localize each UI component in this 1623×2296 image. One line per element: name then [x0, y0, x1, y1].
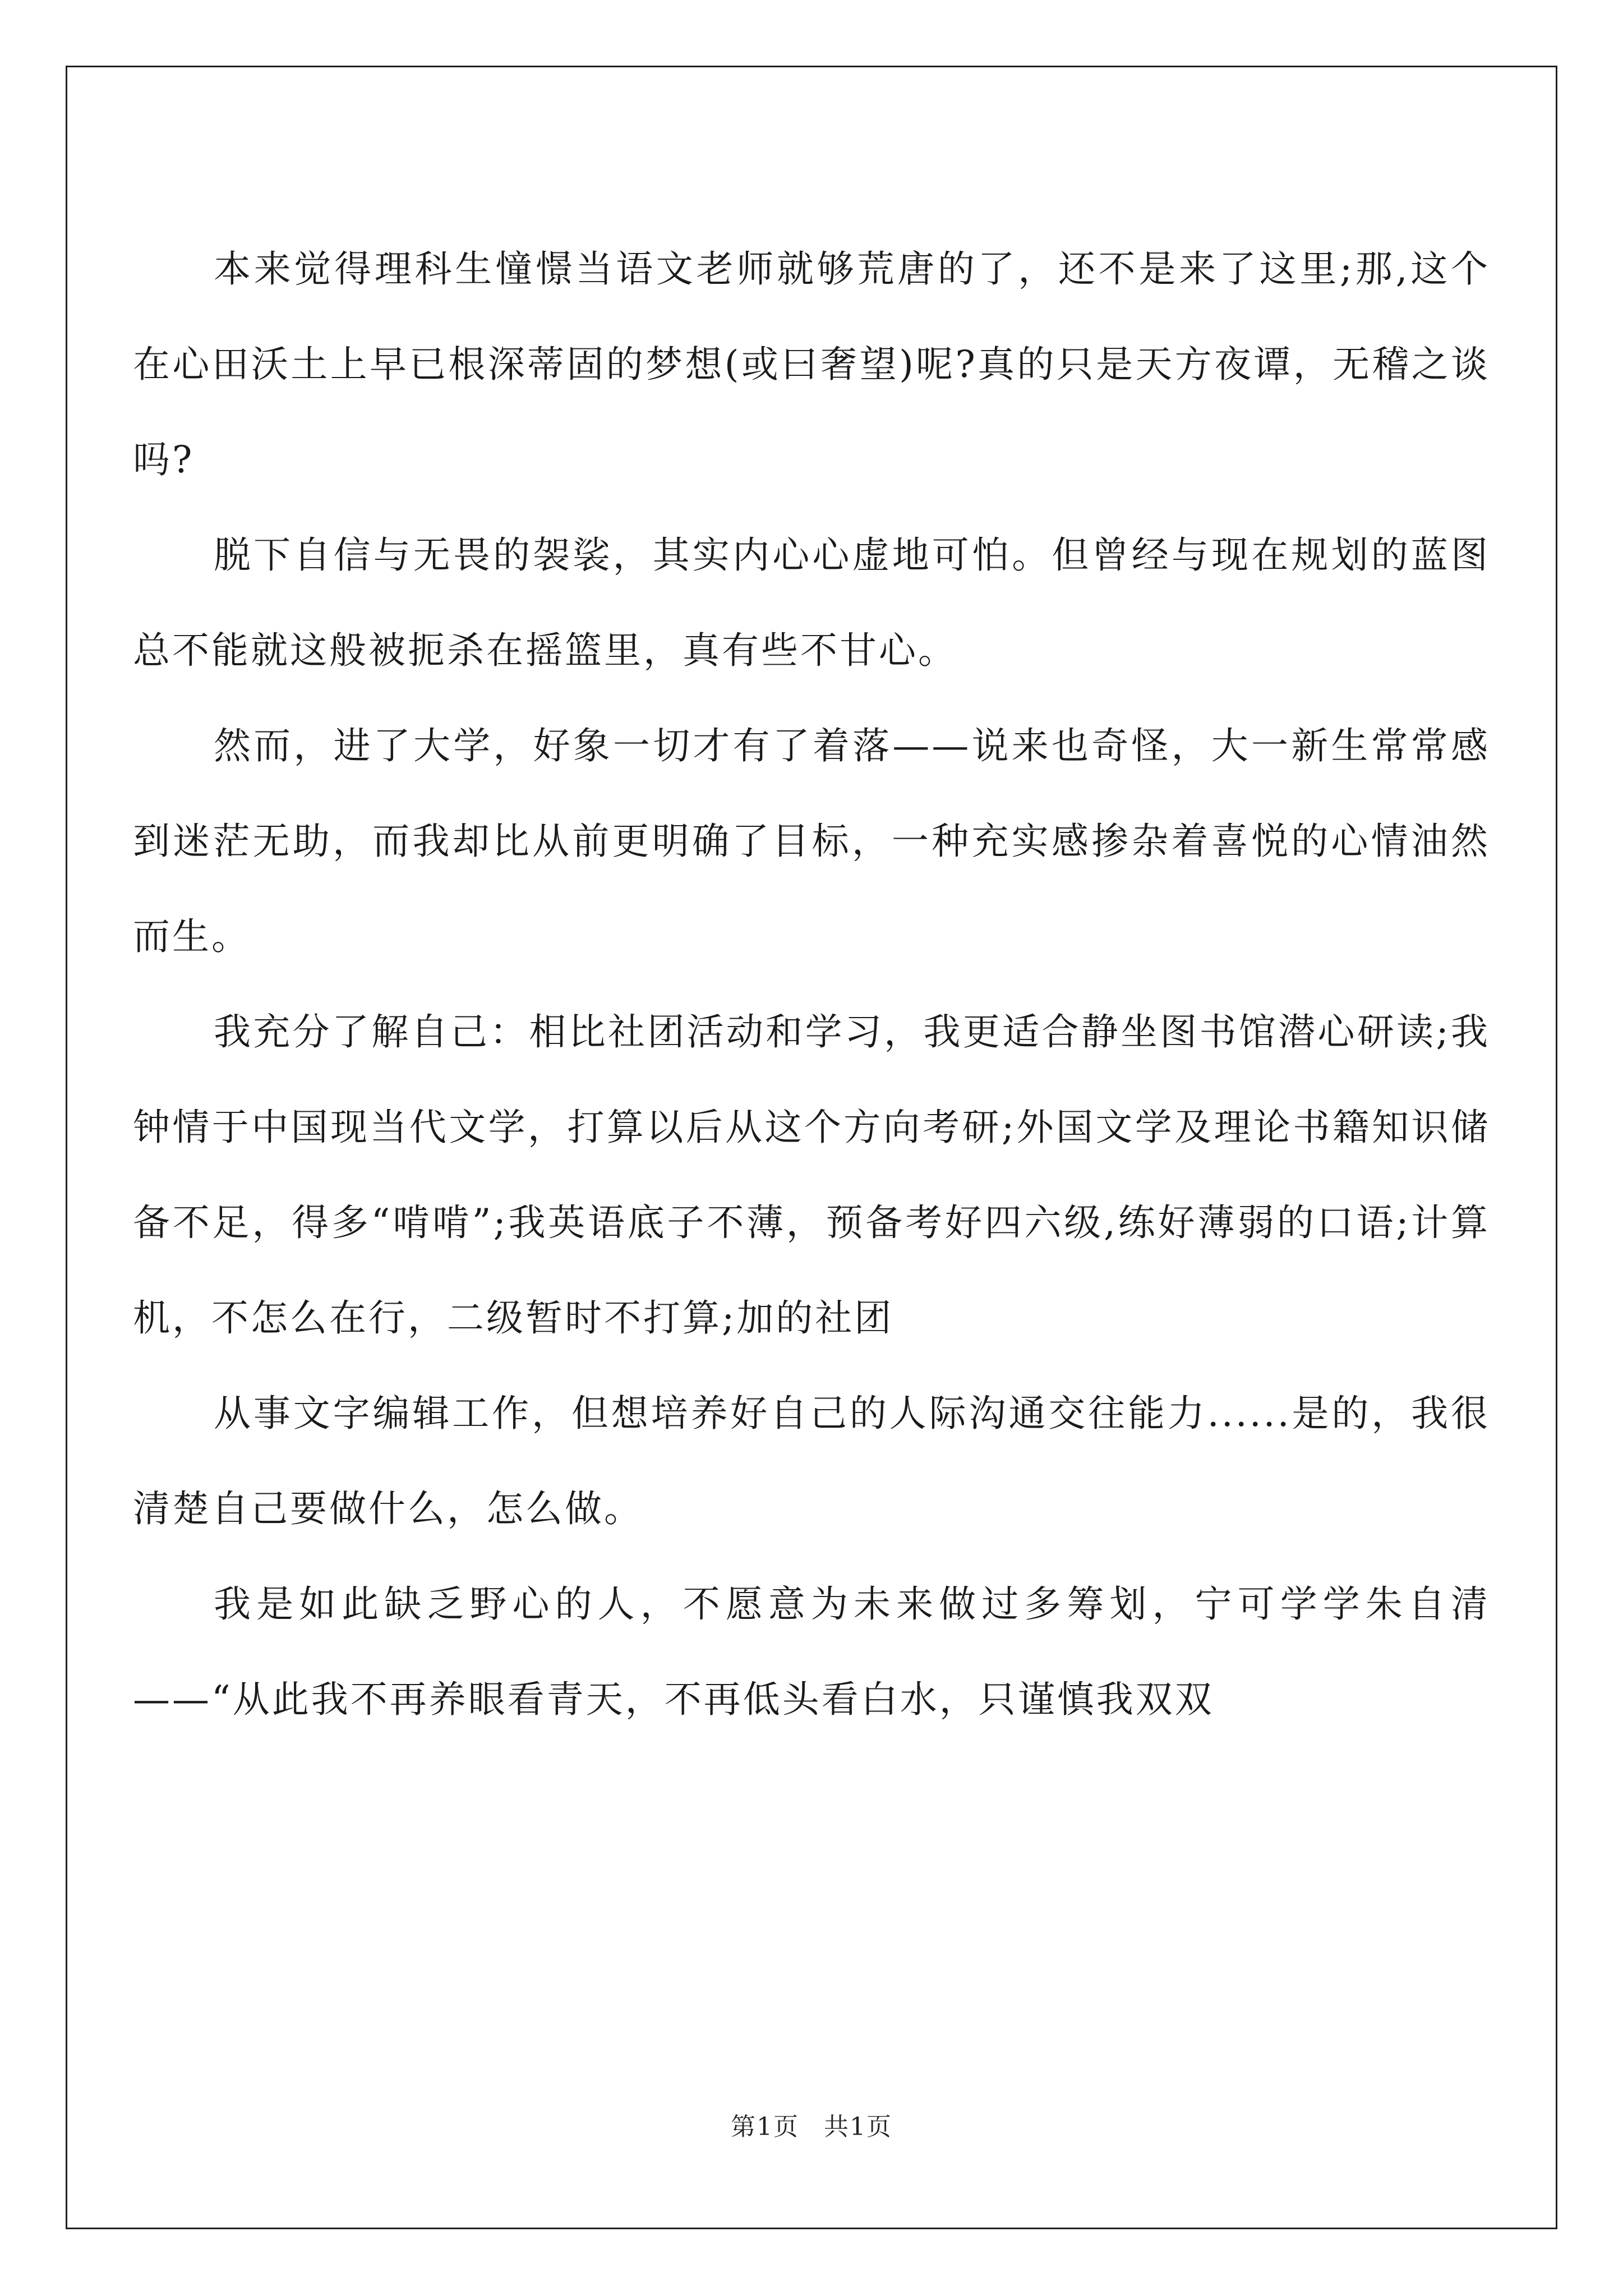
paragraph-4: 我充分了解自己：相比社团活动和学习，我更适合静坐图书馆潜心研读;我钟情于中国现当代文学，打算以后从这个方向考研;外国文学及理论书籍知识储备不足，得多“啃啃”;我英语底子不薄，预备考好四六级,练好薄弱的口语;计算机，不怎么在行，二级暂时不打算;加的社团 — [133, 1010, 1490, 1340]
page-total: 共1页 — [824, 2113, 892, 2141]
paragraph-2: 脱下自信与无畏的袈裟，其实内心心虚地可怕。但曾经与现在规划的蓝图总不能就这般被扼杀在摇篮里，真有些不甘心。 — [133, 533, 1490, 672]
paragraph-6: 我是如此缺乏野心的人，不愿意为未来做过多筹划，宁可学学朱自清——“从此我不再养眼看青天，不再低头看白水，只谨慎我双双 — [133, 1582, 1490, 1721]
paragraph-1: 本来觉得理科生憧憬当语文老师就够荒唐的了，还不是来了这里;那,这个在心田沃土上早已根深蒂固的梦想(或曰奢望)呢?真的只是天方夜谭，无稽之谈吗? — [133, 247, 1490, 481]
page-footer — [0, 2106, 1623, 2142]
paragraph-3: 然而，进了大学，好象一切才有了着落——说来也奇怪，大一新生常常感到迷茫无助，而我却比从前更明确了目标，一种充实感掺杂着喜悦的心情油然而生。 — [133, 724, 1490, 958]
page-number: 第1页 — [731, 2113, 799, 2141]
paragraph-5: 从事文字编辑工作，但想培养好自己的人际沟通交往能力......是的，我很清楚自己要做什么，怎么做。 — [133, 1392, 1490, 1530]
document-body — [133, 222, 1490, 1747]
